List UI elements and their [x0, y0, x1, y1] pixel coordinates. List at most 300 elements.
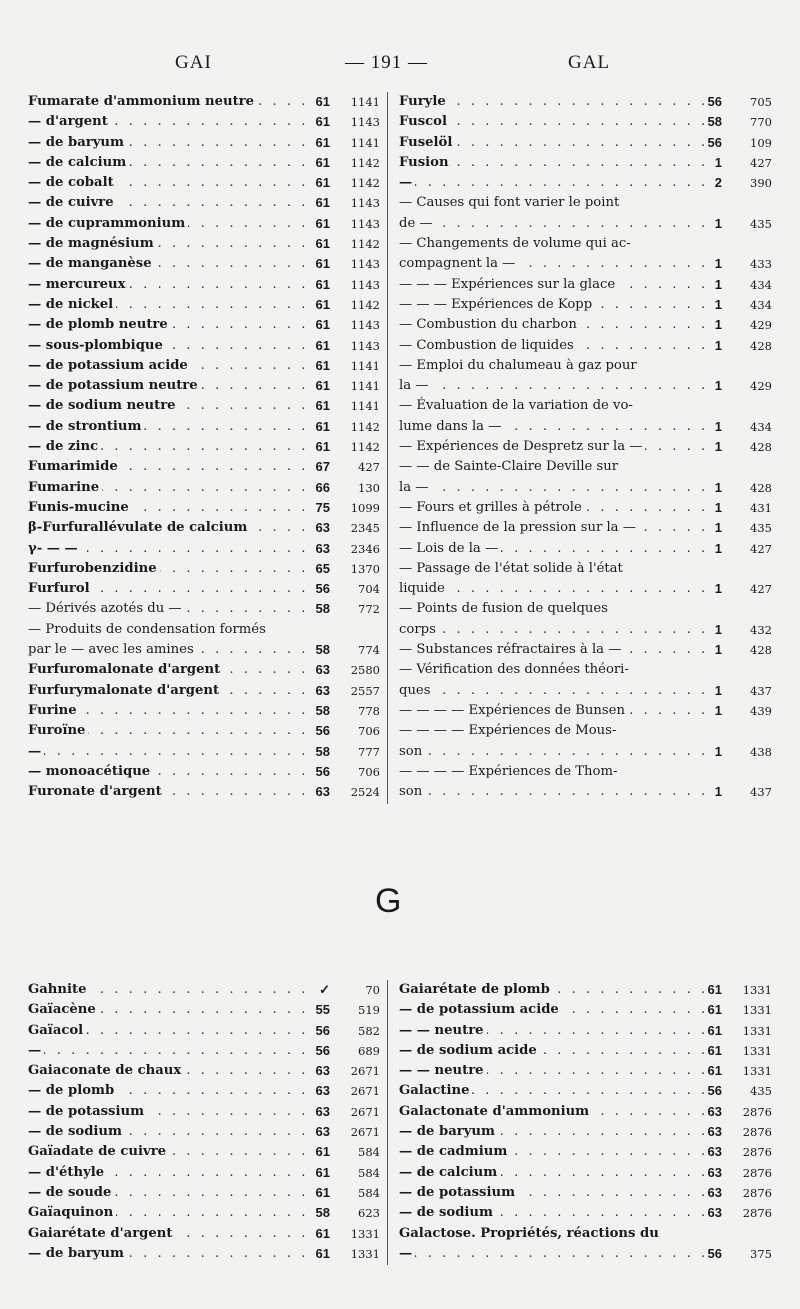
entry-term: la — [399, 478, 431, 498]
index-entry [399, 153, 772, 173]
entry-term: — — neutre [399, 1021, 487, 1041]
entry-term: lume dans la — [399, 417, 504, 437]
entry-page: 438 [750, 744, 772, 759]
column-divider-top [387, 92, 388, 804]
entry-volume: 1 [714, 499, 722, 515]
leader-dots [399, 742, 704, 762]
index-entry [28, 1061, 380, 1081]
index-entry [28, 234, 380, 254]
index-entry [399, 295, 772, 315]
entry-page: 70 [365, 983, 380, 997]
entry-term: — Produits de condensation formés [28, 620, 269, 640]
index-entry [28, 376, 380, 396]
entry-term: Galactine [399, 1081, 472, 1101]
index-entry [399, 681, 772, 701]
entry-page: 1143 [350, 257, 380, 272]
entry-volume: 56 [707, 94, 722, 109]
entry-volume: 61 [315, 1144, 330, 1160]
index-entry [399, 559, 772, 579]
entry-term: Furoïne [28, 721, 88, 741]
entry-page: 427 [750, 582, 772, 597]
index-entry [28, 742, 380, 762]
index-entry [399, 376, 772, 396]
entry-term: de — [399, 214, 436, 234]
entry-page: 437 [750, 785, 772, 800]
entry-page: 435 [750, 521, 772, 536]
entry-page: 2557 [350, 683, 380, 698]
entry-term: — de calcium [399, 1163, 500, 1183]
entry-volume: 1 [714, 418, 722, 434]
column-divider-bottom [387, 980, 388, 1265]
entry-volume: 61 [707, 1002, 722, 1018]
entry-term: — de baryum [399, 1122, 498, 1142]
entry-volume: 1 [714, 317, 722, 333]
entry-page: 2876 [742, 1104, 772, 1119]
entry-volume: 63 [315, 682, 330, 698]
index-entry [28, 356, 380, 376]
entry-page: 1142 [350, 440, 380, 455]
entry-term: — Passage de l'état solide à l'état [399, 559, 626, 579]
entry-page: 1143 [350, 196, 380, 211]
index-entry [28, 417, 380, 437]
entry-page: 1331 [350, 1246, 380, 1261]
index-entry [28, 214, 380, 234]
entry-page: 428 [750, 480, 772, 495]
entry-term: — de calcium [28, 153, 129, 173]
entry-term: — de sodium neutre [28, 396, 179, 416]
entry-page: 1142 [350, 176, 380, 191]
index-entry [399, 336, 772, 356]
leader-dots [28, 742, 312, 762]
entry-volume: 1 [714, 642, 722, 658]
entry-page: 2876 [742, 1206, 772, 1221]
entry-volume: 61 [315, 296, 330, 312]
entry-volume: 56 [315, 581, 330, 597]
entry-term: — d'éthyle [28, 1163, 107, 1183]
leader-dots [399, 681, 704, 701]
entry-page: 1331 [350, 1226, 380, 1241]
entry-volume: 1 [714, 682, 722, 698]
entry-volume: 1 [714, 439, 722, 455]
entry-page: 1331 [742, 1064, 772, 1079]
entry-volume: 58 [315, 642, 330, 658]
index-entry [399, 1244, 772, 1264]
entry-volume: 61 [315, 175, 330, 191]
entry-page: 2876 [742, 1185, 772, 1200]
index-entry [399, 1163, 772, 1183]
entry-term: — — — Expériences sur la glace [399, 275, 618, 295]
entry-page: 109 [750, 135, 772, 150]
index-entry [28, 1203, 380, 1223]
index-entry [28, 295, 380, 315]
entry-term: Fumarimide [28, 457, 121, 477]
entry-volume: 58 [315, 743, 330, 759]
entry-page: 429 [750, 379, 772, 394]
entry-term: — Emploi du chalumeau à gaz pour [399, 356, 640, 376]
leader-dots [399, 214, 704, 234]
entry-term: — mercureux [28, 275, 128, 295]
entry-page: 2671 [350, 1084, 380, 1099]
entry-page: 1331 [742, 983, 772, 997]
entry-volume: 56 [707, 134, 722, 150]
entry-term: — de potassium [399, 1183, 518, 1203]
entry-term: Gaïacène [28, 1000, 99, 1020]
leader-dots [399, 782, 704, 802]
entry-volume: ✓ [319, 982, 330, 997]
entry-volume: 63 [315, 784, 330, 800]
entry-page: 1143 [350, 277, 380, 292]
leader-dots [399, 620, 704, 640]
index-entry [399, 660, 772, 680]
entry-term: — Combustion du charbon [399, 315, 580, 335]
index-entry [28, 681, 380, 701]
entry-term: Furine [28, 701, 80, 721]
entry-page: 1331 [742, 1043, 772, 1058]
entry-term: son [399, 742, 425, 762]
entry-term: — de potassium acide [399, 1000, 562, 1020]
index-entry [399, 1224, 772, 1244]
entry-volume: 1 [714, 154, 722, 170]
entry-volume: 56 [315, 723, 330, 739]
entry-term: la — [399, 376, 431, 396]
leader-dots [28, 1041, 312, 1061]
entry-page: 428 [750, 440, 772, 455]
entry-term: — — — — Expériences de Bunsen [399, 701, 628, 721]
entry-page: 519 [358, 1003, 380, 1018]
index-entry [28, 1081, 380, 1101]
entry-term: — de plomb [28, 1081, 117, 1101]
entry-term: — de cadmium [399, 1142, 510, 1162]
index-entry [399, 1081, 772, 1101]
index-entry [399, 214, 772, 234]
entry-term: — [28, 1041, 44, 1061]
entry-term: — de baryum [28, 1244, 127, 1264]
entry-page: 706 [358, 764, 380, 779]
entry-term: — de cuivre [28, 193, 117, 213]
entry-page: 439 [750, 703, 772, 718]
entry-volume: 61 [315, 378, 330, 394]
leader-dots [399, 1244, 704, 1264]
index-entry [28, 721, 380, 741]
entry-term: corps [399, 620, 439, 640]
entry-term: Furfuromalonate d'argent [28, 660, 223, 680]
entry-volume: 1 [714, 296, 722, 312]
index-entry [28, 396, 380, 416]
entry-page: 772 [358, 602, 380, 617]
index-entry [399, 980, 772, 1000]
entry-term: Fusion [399, 153, 452, 173]
index-entry [28, 579, 380, 599]
entry-volume: 63 [707, 1103, 722, 1119]
entry-volume: 1 [714, 702, 722, 718]
entry-page: 1141 [350, 95, 380, 109]
entry-volume: 75 [315, 499, 330, 515]
entry-page: 1143 [350, 338, 380, 353]
index-entry [28, 701, 380, 721]
entry-volume: 58 [315, 702, 330, 718]
entry-volume: 1 [714, 621, 722, 637]
entry-page: 1143 [350, 216, 380, 231]
entry-term: — de sodium [28, 1122, 125, 1142]
entry-page: 2671 [350, 1064, 380, 1079]
index-entry [28, 1000, 380, 1020]
entry-page: 1141 [350, 399, 380, 414]
index-entry [399, 782, 772, 802]
index-entry [28, 437, 380, 457]
index-entry [28, 193, 380, 213]
index-entry [399, 315, 772, 335]
entry-volume: 1 [714, 337, 722, 353]
index-entry [28, 153, 380, 173]
entry-term: Gaïaquinon [28, 1203, 116, 1223]
entry-term: Furfurymalonate d'argent [28, 681, 222, 701]
index-entry [28, 980, 380, 1000]
entry-term: — [28, 742, 44, 762]
entry-term: Furyle [399, 92, 449, 112]
entry-page: 432 [750, 622, 772, 637]
entry-volume: 1 [714, 276, 722, 292]
entry-volume: 61 [315, 94, 330, 109]
leader-dots [399, 376, 704, 396]
index-entry [399, 620, 772, 640]
entry-page: 777 [358, 744, 380, 759]
entry-volume: 61 [315, 1225, 330, 1241]
entry-term: Gaïadate de cuivre [28, 1142, 169, 1162]
entry-page: 375 [750, 1246, 772, 1261]
entry-volume: 58 [315, 1205, 330, 1221]
index-entry [28, 599, 380, 619]
entry-volume: 63 [707, 1205, 722, 1221]
index-entry [28, 254, 380, 274]
entry-page: 770 [750, 115, 772, 130]
index-entry [28, 173, 380, 193]
entry-term: Gahnite [28, 980, 89, 1000]
index-column-bottom-right [399, 980, 772, 1264]
entry-volume: 1 [714, 743, 722, 759]
index-column-top-left [28, 92, 380, 802]
index-entry [399, 539, 772, 559]
entry-volume: 63 [315, 540, 330, 556]
entry-term: Gaiaconate de chaux [28, 1061, 184, 1081]
entry-page: 1141 [350, 358, 380, 373]
entry-page: 584 [358, 1185, 380, 1200]
running-head-right: GAL [568, 52, 611, 73]
entry-term: — Vérification des données théori- [399, 660, 632, 680]
entry-volume: 1 [714, 378, 722, 394]
entry-volume: 63 [707, 1184, 722, 1200]
index-entry [28, 92, 380, 112]
entry-volume: 61 [707, 1042, 722, 1058]
entry-volume: 61 [315, 317, 330, 333]
entry-term: — de potassium neutre [28, 376, 201, 396]
entry-volume: 2 [714, 175, 722, 191]
entry-volume: 63 [315, 1103, 330, 1119]
entry-term: Furonate d'argent [28, 782, 165, 802]
entry-term: — de zinc [28, 437, 101, 457]
entry-term: — de magnésium [28, 234, 157, 254]
entry-term: — Fours et grilles à pétrole [399, 498, 585, 518]
index-entry [399, 133, 772, 153]
entry-volume: 56 [315, 1042, 330, 1058]
entry-page: 1099 [350, 500, 380, 515]
index-entry [399, 437, 772, 457]
entry-page: 623 [358, 1206, 380, 1221]
entry-page: 2580 [350, 663, 380, 678]
entry-page: 2346 [350, 541, 380, 556]
entry-term: Gaiarétate d'argent [28, 1224, 175, 1244]
entry-page: 584 [358, 1145, 380, 1160]
index-entry [28, 518, 380, 538]
entry-volume: 61 [315, 114, 330, 130]
entry-page: 431 [750, 500, 772, 515]
entry-page: 434 [750, 419, 772, 434]
index-entry [28, 275, 380, 295]
index-entry [399, 498, 772, 518]
entry-volume: 1 [714, 256, 722, 272]
entry-volume: 61 [315, 195, 330, 211]
index-entry [28, 133, 380, 153]
entry-term: compagnent la — [399, 254, 518, 274]
entry-volume: 61 [315, 1184, 330, 1200]
index-entry [399, 579, 772, 599]
entry-volume: 1 [714, 215, 722, 231]
entry-page: 427 [750, 155, 772, 170]
entry-page: 1142 [350, 419, 380, 434]
entry-page: 435 [750, 1084, 772, 1099]
index-entry [28, 1021, 380, 1041]
index-entry [28, 1244, 380, 1264]
entry-term: Gaïacol [28, 1021, 86, 1041]
entry-volume: 61 [315, 256, 330, 272]
entry-term: — de strontium [28, 417, 144, 437]
index-entry [399, 518, 772, 538]
entry-term: — — — — Expériences de Thom- [399, 762, 620, 782]
entry-volume: 66 [315, 479, 330, 495]
index-entry [399, 701, 772, 721]
entry-volume: 61 [315, 337, 330, 353]
index-entry [399, 1183, 772, 1203]
entry-term: Fumarate d'ammonium neutre [28, 92, 257, 112]
entry-volume: 61 [315, 154, 330, 170]
index-entry [399, 92, 772, 112]
entry-volume: 61 [707, 982, 722, 997]
entry-volume: 1 [714, 520, 722, 536]
entry-term: Furfurol [28, 579, 93, 599]
running-head-left: GAI [175, 52, 212, 73]
entry-volume: 61 [315, 439, 330, 455]
index-entry [399, 254, 772, 274]
entry-term: — de soude [28, 1183, 114, 1203]
entry-page: 584 [358, 1165, 380, 1180]
index-entry [399, 193, 772, 213]
entry-volume: 67 [315, 459, 330, 475]
entry-page: 1142 [350, 297, 380, 312]
entry-volume: 63 [315, 520, 330, 536]
entry-page: 1141 [350, 135, 380, 150]
entry-term: — Causes qui font varier le point [399, 193, 622, 213]
entry-page: 2671 [350, 1125, 380, 1140]
entry-term: Furfurobenzidine [28, 559, 160, 579]
entry-page: 437 [750, 683, 772, 698]
entry-term: — d'argent [28, 112, 111, 132]
index-entry [399, 234, 772, 254]
index-column-top-right [399, 92, 772, 802]
entry-term: son [399, 782, 425, 802]
index-entry [399, 721, 772, 741]
index-entry [28, 539, 380, 559]
entry-volume: 61 [707, 1022, 722, 1038]
entry-page: 1141 [350, 379, 380, 394]
index-entry [28, 660, 380, 680]
entry-term: — de potassium [28, 1102, 147, 1122]
entry-term: — Changements de volume qui ac- [399, 234, 634, 254]
entry-volume: 63 [315, 1063, 330, 1079]
entry-term: — Dérivés azotés du — [28, 599, 185, 619]
index-entry [399, 1102, 772, 1122]
entry-page: 390 [750, 176, 772, 191]
entry-page: 582 [358, 1023, 380, 1038]
index-entry [399, 396, 772, 416]
entry-term: Fuscol [399, 112, 450, 132]
entry-page: 2876 [742, 1125, 772, 1140]
entry-volume: 61 [315, 418, 330, 434]
index-entry [399, 1021, 772, 1041]
entry-page: 130 [358, 480, 380, 495]
index-entry [28, 1224, 380, 1244]
index-entry [28, 762, 380, 782]
index-entry [28, 498, 380, 518]
entry-term: Galactose. Propriétés, réactions du [399, 1224, 662, 1244]
index-entry [28, 782, 380, 802]
entry-page: 2524 [350, 785, 380, 800]
entry-page: 774 [358, 643, 380, 658]
index-entry [399, 1041, 772, 1061]
entry-page: 2671 [350, 1104, 380, 1119]
entry-term: — Expériences de Despretz sur la — [399, 437, 645, 457]
entry-term: liquide [399, 579, 448, 599]
index-entry [399, 599, 772, 619]
entry-page: 1142 [350, 155, 380, 170]
entry-volume: 56 [707, 1083, 722, 1099]
entry-volume: 63 [707, 1164, 722, 1180]
entry-term: — de plomb neutre [28, 315, 171, 335]
entry-term: — Substances réfractaires à la — [399, 640, 624, 660]
entry-volume: 1 [714, 784, 722, 800]
entry-term: — Influence de la pression sur la — [399, 518, 639, 538]
section-letter: G [375, 882, 402, 920]
entry-term: — de sodium acide [399, 1041, 540, 1061]
entry-volume: 65 [315, 560, 330, 576]
entry-page: 429 [750, 318, 772, 333]
index-entry [28, 1142, 380, 1162]
entry-term: Funis-mucine [28, 498, 132, 518]
entry-volume: 61 [315, 215, 330, 231]
entry-term: — — — Expériences de Kopp [399, 295, 595, 315]
index-entry [28, 1041, 380, 1061]
entry-volume: 63 [315, 662, 330, 678]
entry-volume: 63 [707, 1144, 722, 1160]
entry-volume: 61 [315, 1164, 330, 1180]
entry-term: — de cuprammonium [28, 214, 188, 234]
page-number: — 191 — [345, 52, 428, 73]
index-entry [28, 315, 380, 335]
entry-term: — Évaluation de la variation de vo- [399, 396, 636, 416]
entry-page: 2345 [350, 521, 380, 536]
entry-term: ques [399, 681, 434, 701]
entry-page: 1370 [350, 561, 380, 576]
entry-page: 2876 [742, 1165, 772, 1180]
index-entry [399, 478, 772, 498]
